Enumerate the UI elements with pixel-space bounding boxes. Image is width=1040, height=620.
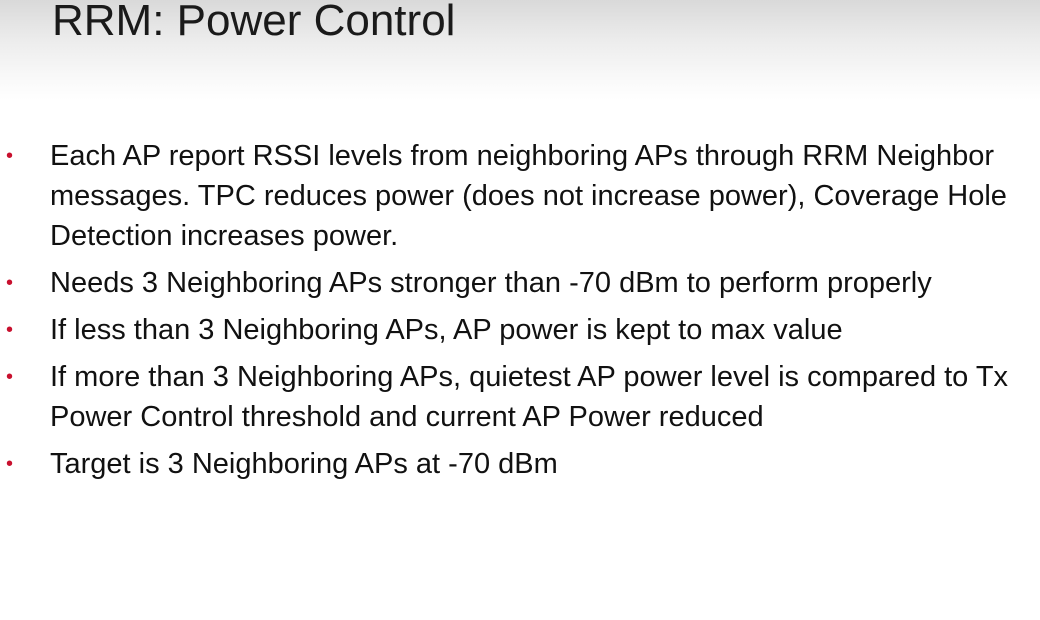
bullet-item bbox=[0, 357, 1040, 437]
bullet-text: Each AP report RSSI levels from neighboring APs through RRM Neighbor messages. TPC reduces power (does not increase power), Coverage Hole Detection increases power. bbox=[50, 140, 1007, 252]
bullet-icon: • bbox=[6, 366, 14, 388]
bullet-text: Target is 3 Neighboring APs at -70 dBm bbox=[50, 448, 558, 480]
bullet-item bbox=[0, 136, 1040, 256]
bullet-text: If less than 3 Neighboring APs, AP power is kept to max value bbox=[50, 314, 843, 346]
bullet-icon: • bbox=[6, 453, 14, 475]
bullet-icon: • bbox=[6, 272, 14, 294]
bullet-item bbox=[0, 310, 1040, 350]
bullet-text: Needs 3 Neighboring APs stronger than -70 dBm to perform properly bbox=[50, 267, 932, 299]
slide-title: RRM: Power Control bbox=[52, 0, 456, 45]
bullet-item bbox=[0, 263, 1040, 303]
bullet-icon: • bbox=[6, 145, 14, 167]
bullet-item bbox=[0, 444, 1040, 484]
bullet-list bbox=[0, 136, 1040, 491]
bullet-icon: • bbox=[6, 319, 14, 341]
bullet-text: If more than 3 Neighboring APs, quietest AP power level is compared to Tx Power Control threshold and current AP Power reduced bbox=[50, 361, 1009, 433]
